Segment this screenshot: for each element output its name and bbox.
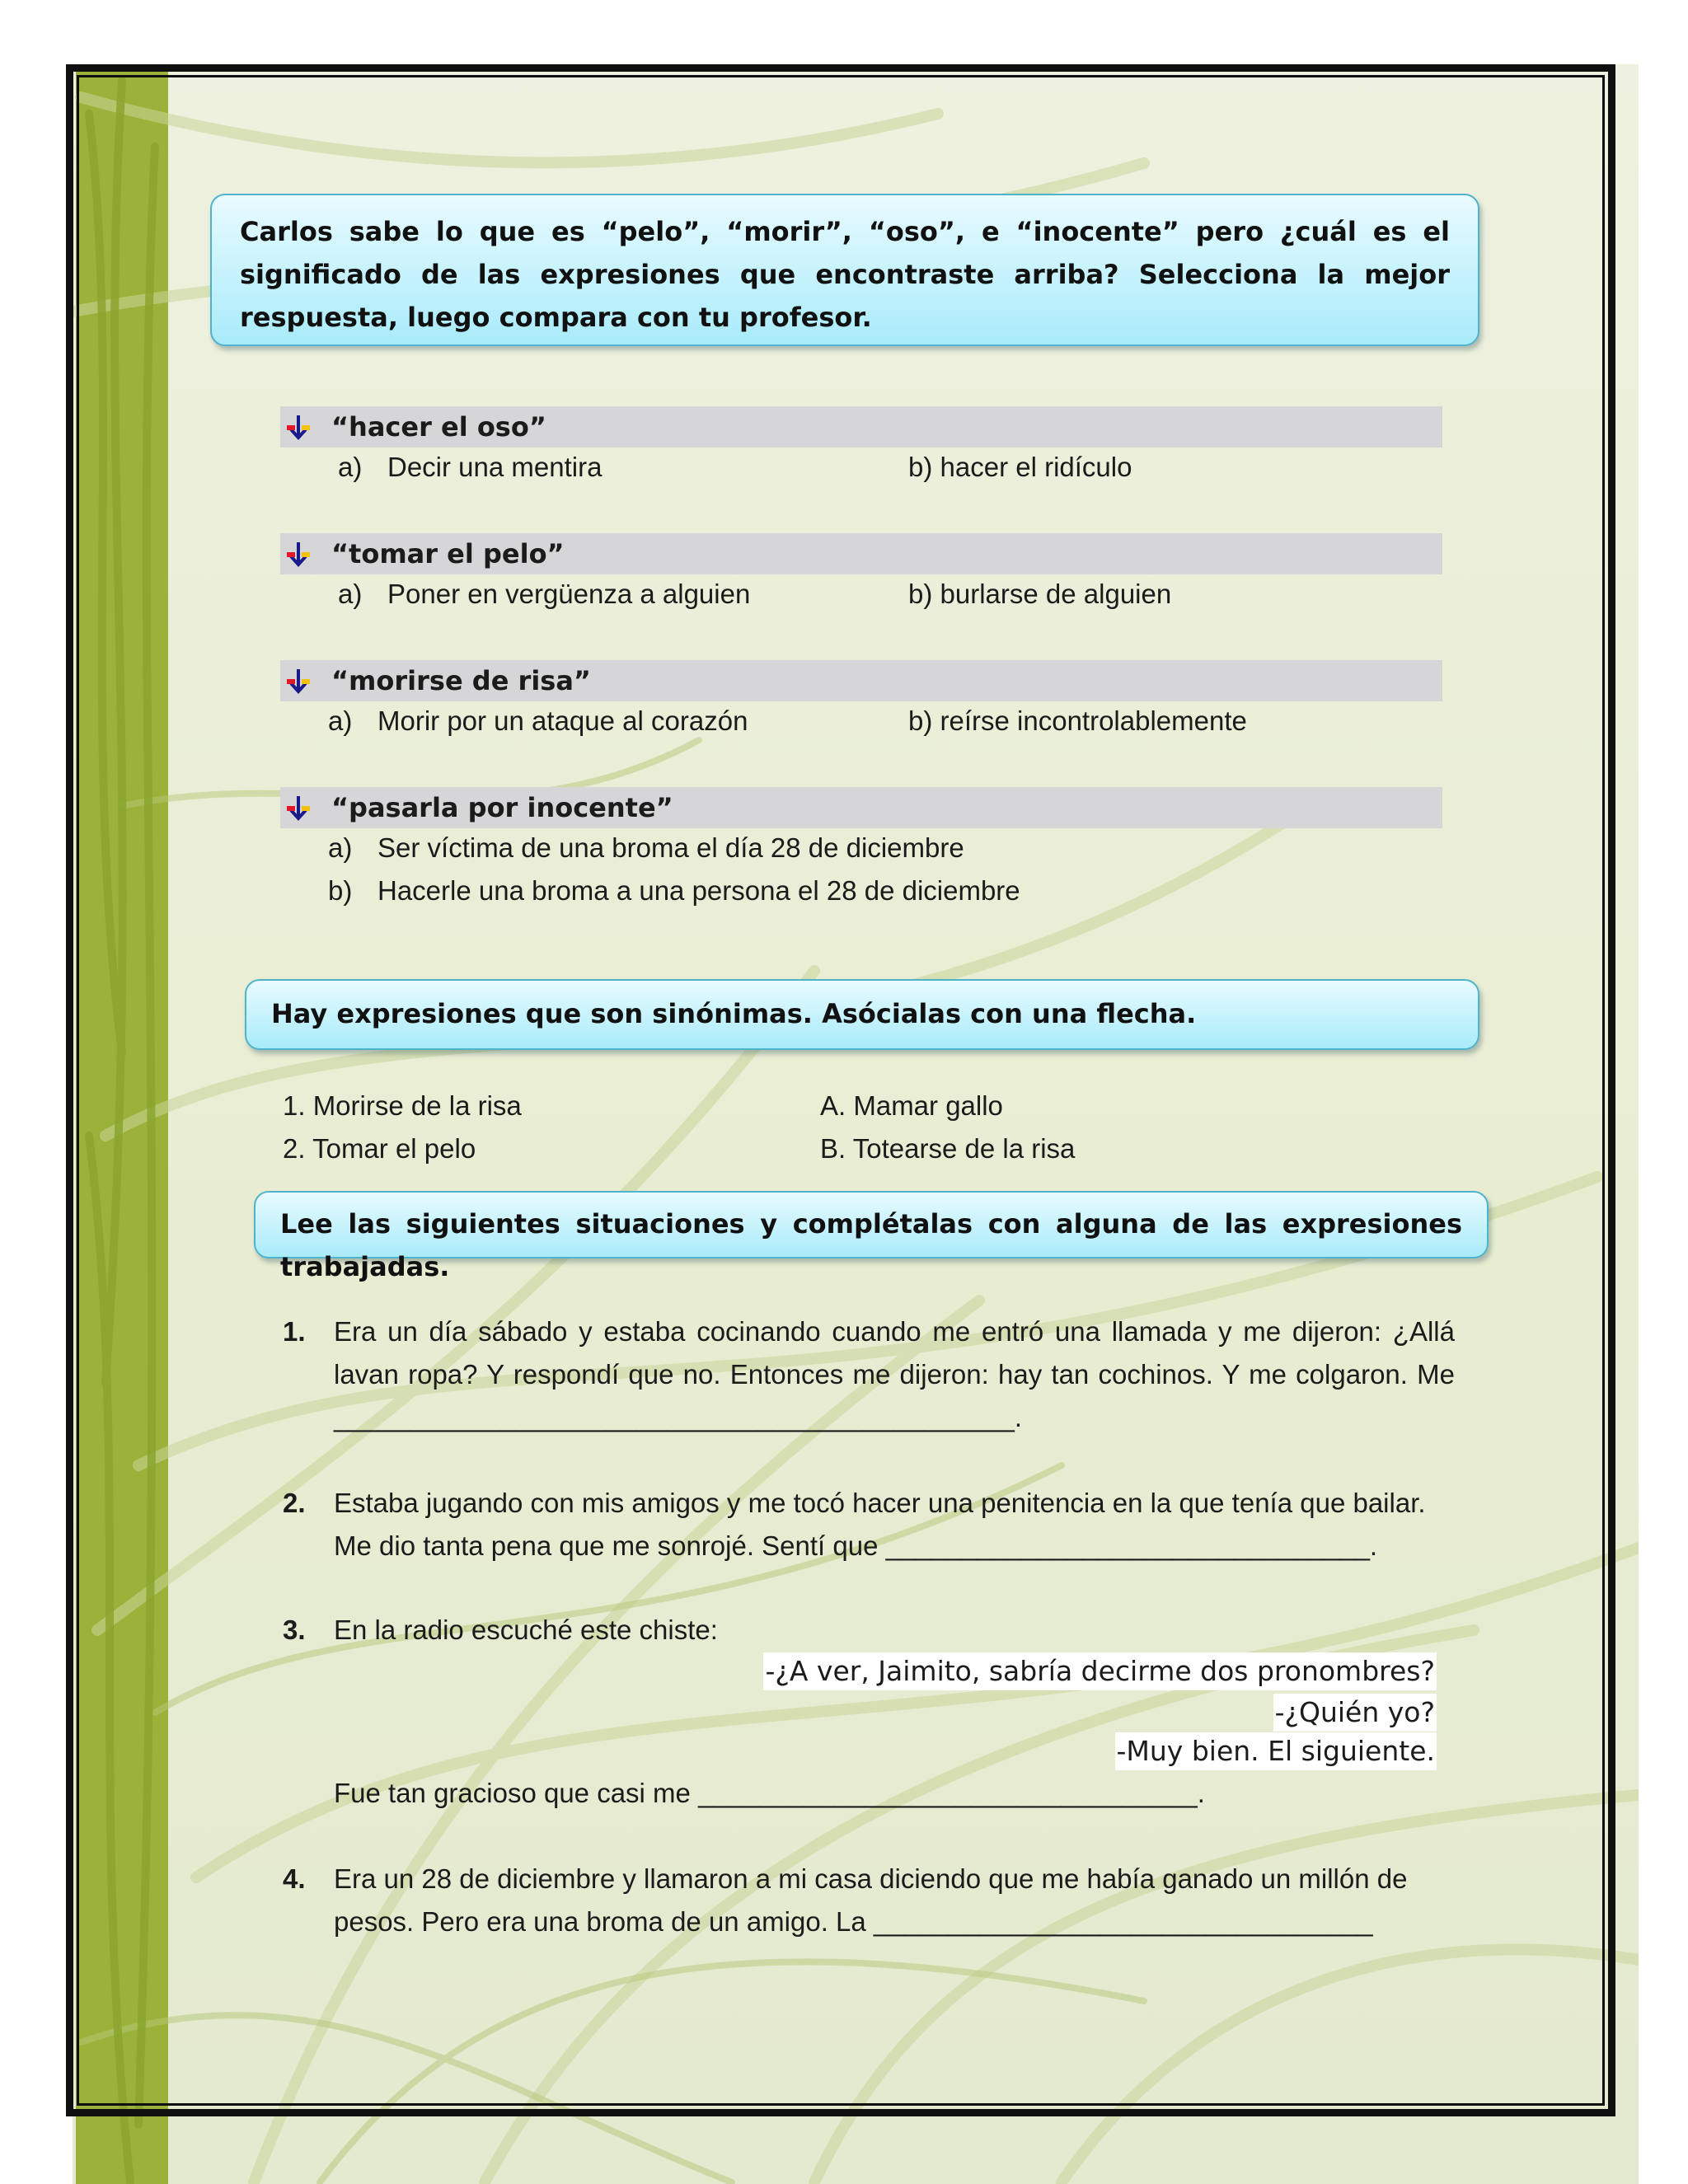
synonym-right-item: B. Totearse de la risa (820, 1133, 1076, 1164)
arrow-bullet-icon (284, 793, 313, 823)
situation-text: En la radio escuché este chiste: (334, 1615, 718, 1645)
answer-blank[interactable]: Fue tan gracioso que casi me _________________________________. (334, 1778, 1205, 1808)
synonym-left-item: 2. Tomar el pelo (283, 1133, 476, 1164)
complete-instructions-text: Lee las siguientes situaciones y complétalas con alguna de las expresiones trabajadas. (280, 1208, 1462, 1282)
situation-number: 3. (283, 1615, 306, 1645)
situation-line: Estaba jugando con mis amigos y me tocó hacer una penitencia en la que tenía que bailar. (334, 1488, 1426, 1518)
option-a-text: Morir por un ataque al corazón (377, 705, 748, 736)
situation-text (334, 1482, 1471, 1568)
synonyms-instructions-text: Hay expresiones que son sinónimas. Asócialas con una flecha. (271, 998, 1197, 1029)
option-a[interactable] (338, 578, 750, 611)
arrow-bullet-icon (284, 539, 313, 569)
option-a[interactable] (338, 451, 602, 484)
question-expression: “hacer el oso” (331, 411, 546, 443)
option-b[interactable] (908, 451, 1132, 484)
meaning-instructions-box (210, 194, 1479, 346)
option-b-marker: b) (328, 875, 353, 906)
situation-number: 1. (283, 1316, 306, 1347)
situation-line: Era un 28 de diciembre y llamaron a mi casa diciendo que me había ganado un millón de (334, 1863, 1408, 1894)
option-a-text: Ser víctima de una broma el día 28 de diciembre (377, 832, 964, 863)
option-b-text: b) hacer el ridículo (908, 452, 1132, 482)
situation-text (334, 1858, 1471, 1943)
synonym-left-item: 1. Morirse de la risa (283, 1090, 522, 1121)
arrow-bullet-icon (284, 666, 313, 696)
option-a-marker: a) (338, 452, 363, 482)
situation-number: 4. (283, 1863, 306, 1894)
answer-blank[interactable]: pesos. Pero era una broma de un amigo. La _________________________________ (334, 1906, 1373, 1937)
answer-blank[interactable]: _____________________________________________. (334, 1402, 1023, 1432)
complete-instructions-box (254, 1191, 1489, 1282)
option-b-text: b) burlarse de alguien (908, 579, 1172, 609)
option-a[interactable] (328, 705, 748, 738)
option-a-marker: a) (338, 579, 363, 609)
question-expression: “morirse de risa” (331, 665, 591, 696)
question-header (280, 787, 1442, 828)
option-a-text: Decir una mentira (387, 452, 603, 482)
joke-line: -Muy bien. El siguiente. (1115, 1732, 1437, 1770)
option-b[interactable] (908, 705, 1247, 738)
question-expression: “tomar el pelo” (331, 538, 565, 569)
question-header (280, 660, 1442, 701)
question-header (280, 406, 1442, 448)
option-a-text: Poner en vergüenza a alguien (387, 579, 751, 609)
arrow-bullet-icon (284, 412, 313, 442)
question-expression: “pasarla por inocente” (331, 792, 673, 823)
question-header (280, 533, 1442, 574)
joke-line: -¿A ver, Jaimito, sabría decirme dos pronombres? (763, 1652, 1437, 1690)
option-b[interactable] (908, 578, 1171, 611)
situation-number: 2. (283, 1488, 306, 1518)
situation-line: Era un día sábado y estaba cocinando cuando me entró una llamada y me dijeron: ¿Allá (334, 1316, 1455, 1347)
option-b-text: Hacerle una broma a una persona el 28 de diciembre (377, 875, 1020, 906)
situation-line: lavan ropa? Y respondí que no. Entonces me dijeron: hay tan cochinos. Y me colgaron. Me (334, 1359, 1455, 1390)
synonyms-instructions-box (245, 979, 1479, 1050)
option-b-text: b) reírse incontrolablemente (908, 705, 1247, 736)
option-a-marker: a) (328, 705, 353, 736)
situation-text (334, 1310, 1455, 1439)
joke-line: -¿Quién yo? (1273, 1694, 1437, 1732)
meaning-instructions-text: Carlos sabe lo que es “pelo”, “morir”, “oso”, e “inocente” pero ¿cuál es el significado de las expresiones que encontraste arriba? Selecciona la mejor respuesta, luego compara con tu profesor. (240, 216, 1450, 333)
answer-blank[interactable]: Me dio tanta pena que me sonrojé. Sentí que ________________________________. (334, 1530, 1378, 1561)
option-b[interactable] (328, 874, 1020, 907)
synonym-right-item: A. Mamar gallo (820, 1090, 1003, 1121)
option-a-marker: a) (328, 832, 353, 863)
option-a[interactable] (328, 832, 964, 865)
